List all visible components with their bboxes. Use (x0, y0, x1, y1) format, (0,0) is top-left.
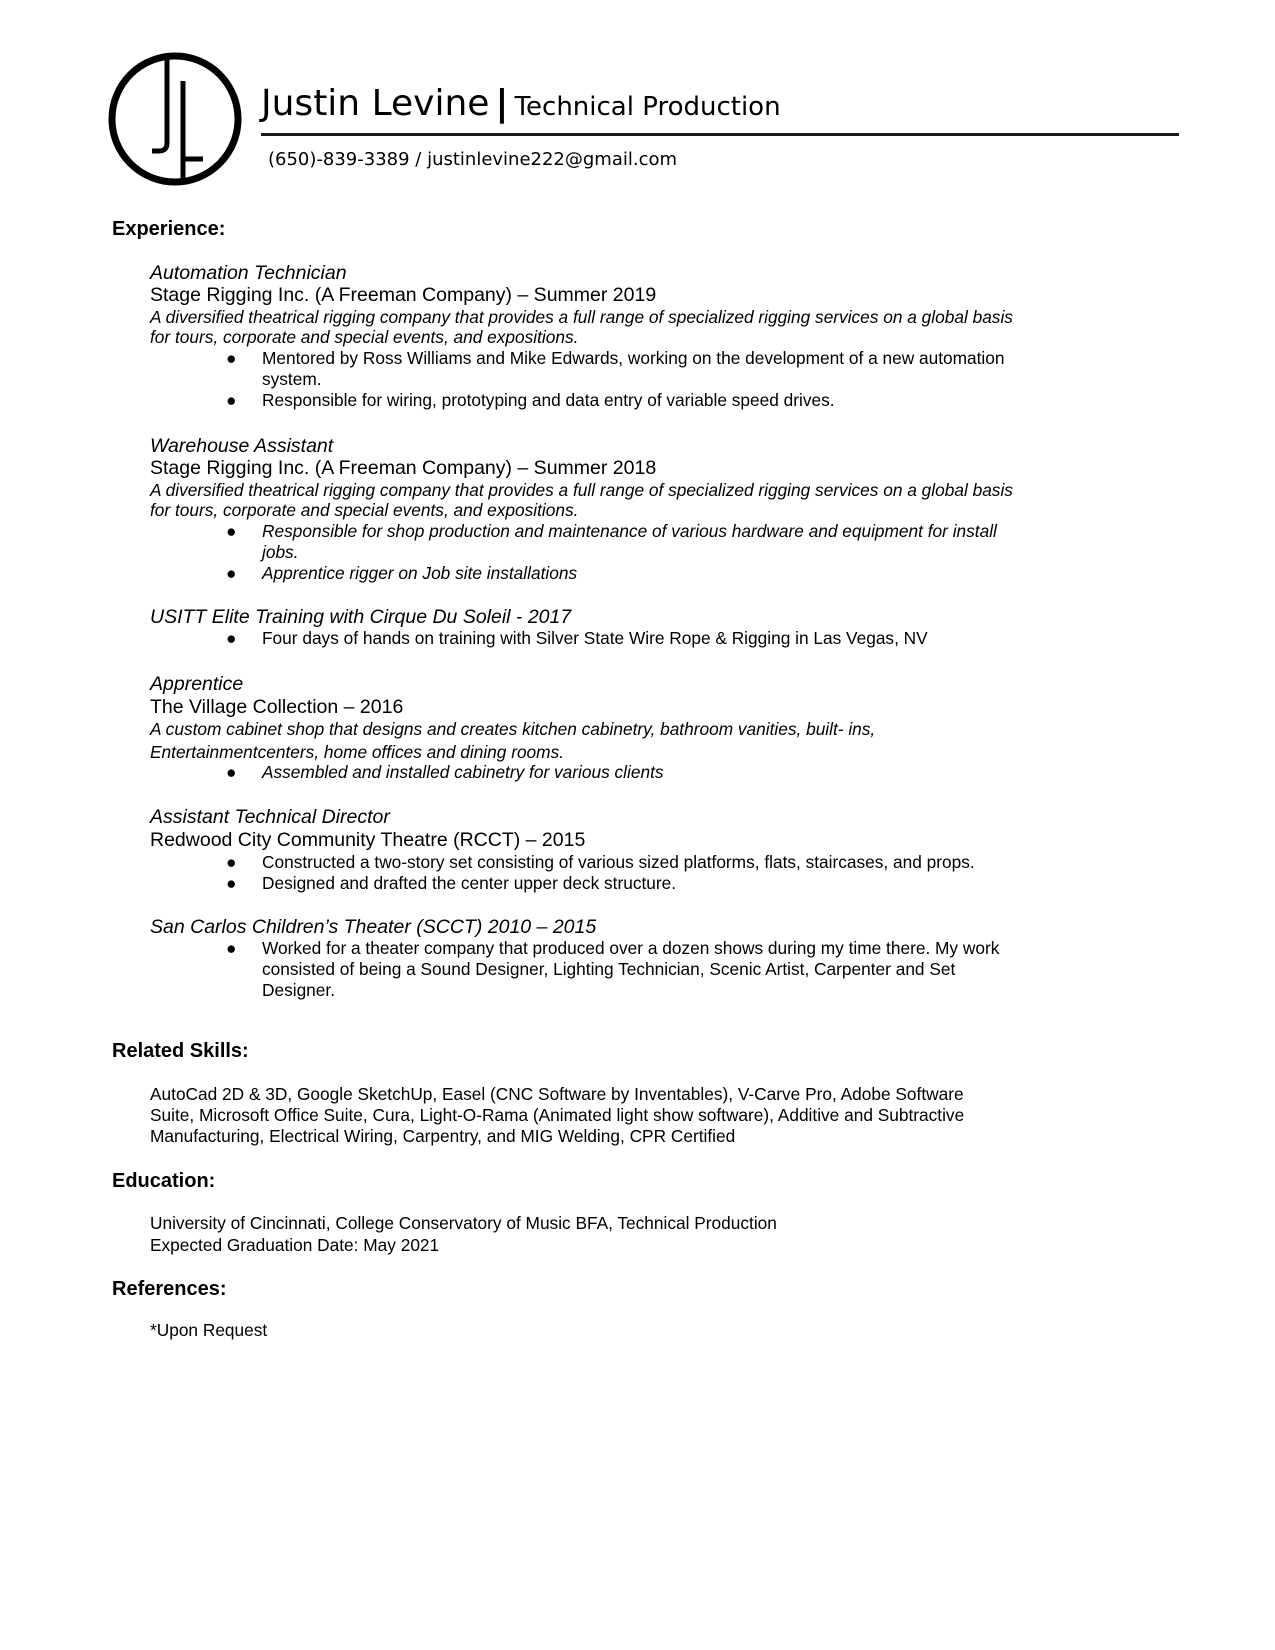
job-description: A diversified theatrical rigging company that provides a full range of specialized rigging services on a global basis (150, 480, 1013, 500)
job-role: Apprentice (150, 673, 244, 695)
bullet-text: system. (262, 369, 322, 389)
bullet-text: Designer. (262, 980, 336, 1000)
references-heading: References: (112, 1278, 227, 1300)
bullet-icon: ● (226, 762, 237, 782)
job-description: Entertainmentcenters, home offices and dining rooms. (150, 742, 565, 762)
job-role: Assistant Technical Director (150, 806, 390, 828)
job-description: A diversified theatrical rigging company that provides a full range of specialized rigging services on a global basis (150, 307, 1013, 327)
job-role: Warehouse Assistant (150, 435, 334, 457)
job-title: Technical Production (514, 92, 781, 122)
bullet-text: Constructed a two-story set consisting of various sized platforms, flats, staircases, and props. (262, 852, 975, 872)
bullet-icon: ● (226, 628, 237, 648)
person-name: Justin Levine (261, 83, 490, 124)
education-heading: Education: (112, 1170, 216, 1192)
job-role: USITT Elite Training with Cirque Du Soleil - 2017 (150, 606, 572, 628)
skills-line: Suite, Microsoft Office Suite, Cura, Light-O-Rama (Animated light show software), Additive and Subtractive (150, 1105, 965, 1125)
bullet-text: Designed and drafted the center upper deck structure. (262, 873, 677, 893)
references-text: *Upon Request (150, 1320, 268, 1340)
bullet-text: Assembled and installed cabinetry for various clients (262, 762, 664, 782)
experience-heading: Experience: (112, 218, 226, 240)
bullet-icon: ● (226, 521, 237, 541)
job-org: The Village Collection – 2016 (150, 696, 404, 718)
bullet-text: Apprentice rigger on Job site installations (262, 563, 578, 583)
header-separator: | (495, 83, 509, 124)
bullet-icon: ● (226, 852, 237, 872)
job-role: San Carlos Children’s Theater (SCCT) 2010 – 2015 (150, 916, 597, 938)
bullet-text: jobs. (262, 542, 299, 562)
bullet-text: Mentored by Ross Williams and Mike Edwards, working on the development of a new automation (262, 348, 1005, 368)
job-role: Automation Technician (150, 262, 347, 284)
skills-heading: Related Skills: (112, 1040, 249, 1062)
header-rule (261, 133, 1179, 136)
job-org: Redwood City Community Theatre (RCCT) – 2015 (150, 829, 586, 851)
bullet-icon: ● (226, 873, 237, 893)
bullet-icon: ● (226, 938, 237, 958)
job-org: Stage Rigging Inc. (A Freeman Company) – Summer 2018 (150, 457, 657, 479)
job-description: for tours, corporate and special events, and expositions. (150, 500, 579, 520)
contact-info: (650)-839-3389 / justinlevine222@gmail.com (268, 149, 678, 170)
job-org: Stage Rigging Inc. (A Freeman Company) – Summer 2019 (150, 284, 657, 306)
bullet-text: Worked for a theater company that produced over a dozen shows during my time there. My work (262, 938, 1000, 958)
skills-line: Manufacturing, Electrical Wiring, Carpentry, and MIG Welding, CPR Certified (150, 1126, 736, 1146)
education-line: Expected Graduation Date: May 2021 (150, 1235, 440, 1255)
job-description: for tours, corporate and special events, and expositions. (150, 327, 579, 347)
education-line: University of Cincinnati, College Conservatory of Music BFA, Technical Production (150, 1213, 777, 1233)
bullet-text: Responsible for shop production and maintenance of various hardware and equipment for install (262, 521, 997, 541)
skills-line: AutoCad 2D & 3D, Google SketchUp, Easel (CNC Software by Inventables), V-Carve Pro, Adobe Software (150, 1084, 964, 1104)
job-description: A custom cabinet shop that designs and creates kitchen cabinetry, bathroom vanities, built- ins, (150, 719, 876, 739)
bullet-text: consisted of being a Sound Designer, Lighting Technician, Scenic Artist, Carpenter and Set (262, 959, 956, 979)
bullet-icon: ● (226, 348, 237, 368)
bullet-icon: ● (226, 563, 237, 583)
bullet-text: Responsible for wiring, prototyping and data entry of variable speed drives. (262, 390, 835, 410)
bullet-icon: ● (226, 390, 237, 410)
jl-monogram-logo (107, 51, 243, 187)
bullet-text: Four days of hands on training with Silver State Wire Rope & Rigging in Las Vegas, NV (262, 628, 928, 648)
resume-header (261, 80, 781, 131)
